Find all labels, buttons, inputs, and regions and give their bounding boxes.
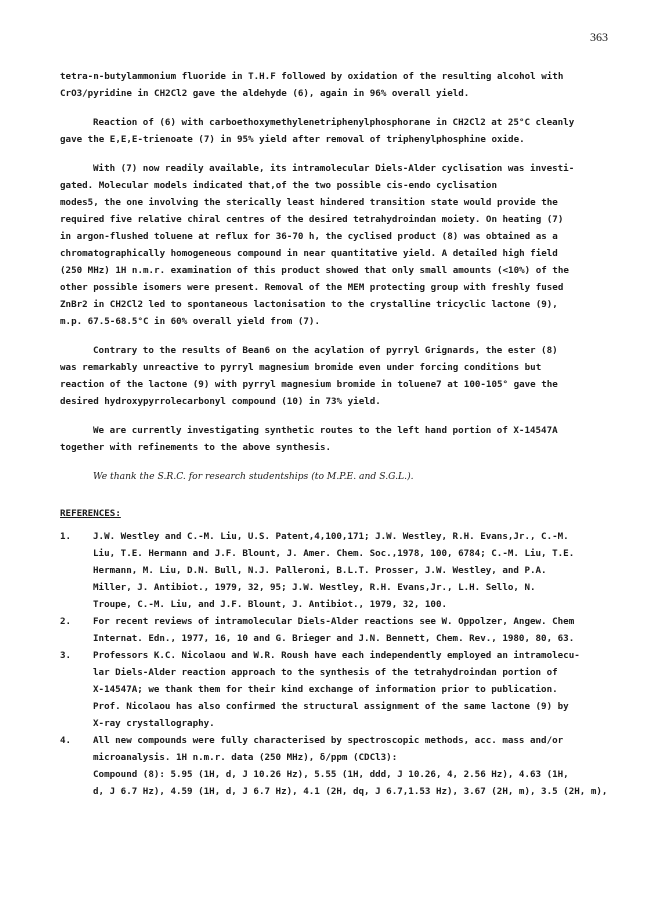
paragraph-1 (60, 68, 616, 102)
text-line: in argon-flushed toluene at reflux for 36-70 h, the cyclised product (8) was obtained as a (60, 231, 558, 242)
text-line: was remarkably unreactive to pyrryl magnesium bromide even under forcing conditions but (60, 362, 542, 373)
text-line: Professors K.C. Nicolaou and W.R. Roush have each independently employed an intramolecu- (93, 650, 580, 661)
text-line: We are currently investigating synthetic routes to the left hand portion of X-14547A (93, 425, 558, 436)
text-line: lar Diels-Alder reaction approach to the synthesis of the tetrahydroindan portion of (93, 667, 558, 678)
paragraph-4 (60, 342, 616, 410)
text-line: microanalysis. 1H n.m.r. data (250 MHz), δ/ppm (CDCl3): (93, 752, 398, 763)
text-line: m.p. 67.5-68.5°C in 60% overall yield from (7). (60, 316, 320, 327)
text-line: Internat. Edn., 1977, 16, 10 and G. Brieger and J.N. Bennett, Chem. Rev., 1980, 80, 63. (93, 633, 575, 644)
text-line: chromatographically homogeneous compound in near quantitative yield. A detailed high field (60, 248, 558, 259)
acknowledgement: We thank the S.R.C. for research studentships (to M.P.E. and S.G.L.). (93, 471, 414, 482)
text-line: required five relative chiral centres of the desired tetrahydroindan moiety. On heating (7) (60, 214, 564, 225)
text-line: Liu, T.E. Hermann and J.F. Blount, J. Amer. Chem. Soc.,1978, 100, 6784; C.-M. Liu, T.E. (93, 548, 575, 559)
text-line: reaction of the lactone (9) with pyrryl magnesium bromide in toluene7 at 100-105° gave the (60, 379, 558, 390)
text-line: d, J 6.7 Hz), 4.59 (1H, d, J 6.7 Hz), 4.1 (2H, dq, J 6.7,1.53 Hz), 3.67 (2H, m), 3.5 (2H, m), (93, 786, 608, 797)
text-line: Troupe, C.-M. Liu, and J.F. Blount, J. Antibiot., 1979, 32, 100. (93, 599, 448, 610)
text-line: gave the E,E,E-trienoate (7) in 95% yield after removal of triphenylphosphine oxide. (60, 134, 525, 145)
text-line: modes5, the one involving the sterically least hindered transition state would provide the (60, 197, 558, 208)
text-line: ZnBr2 in CH2Cl2 led to spontaneous lactonisation to the crystalline tricyclic lactone (9), (60, 299, 558, 310)
page-number: 363 (590, 30, 608, 44)
text-line: X-14547A; we thank them for their kind exchange of information prior to publication. (93, 684, 558, 695)
text-line: desired hydroxypyrrolecarbonyl compound (10) in 73% yield. (60, 396, 381, 407)
text-line: Contrary to the results of Bean6 on the acylation of pyrryl Grignards, the ester (8) (93, 345, 558, 356)
reference-number: 2. (60, 616, 72, 627)
text-line: other possible isomers were present. Removal of the MEM protecting group with freshly fused (60, 282, 564, 293)
text-line: Miller, J. Antibiot., 1979, 32, 95; J.W. Westley, R.H. Evans,Jr., L.H. Sello, N. (93, 582, 536, 593)
reference-item (60, 732, 616, 800)
reference-item (60, 528, 616, 613)
text-line: For recent reviews of intramolecular Diels-Alder reactions see W. Oppolzer, Angew. Chem (93, 616, 575, 627)
text-line: J.W. Westley and C.-M. Liu, U.S. Patent,4,100,171; J.W. Westley, R.H. Evans,Jr., C.-M. (93, 531, 569, 542)
reference-number: 4. (60, 735, 72, 746)
text-line: tetra-n-butylammonium fluoride in T.H.F followed by oxidation of the resulting alcohol with (60, 71, 564, 82)
text-line: Reaction of (6) with carboethoxymethylenetriphenylphosphorane in CH2Cl2 at 25°C cleanly (93, 117, 575, 128)
text-line: gated. Molecular models indicated that,of the two possible cis-endo cyclisation (60, 180, 497, 191)
body-text (60, 68, 616, 800)
text-line: Hermann, M. Liu, D.N. Bull, N.J. Palleroni, B.L.T. Prosser, J.W. Westley, and P.A. (93, 565, 547, 576)
reference-item (60, 647, 616, 732)
text-line: X-ray crystallography. (93, 718, 215, 729)
paragraph-2 (60, 114, 616, 148)
text-line: Compound (8): 5.95 (1H, d, J 10.26 Hz), 5.55 (1H, ddd, J 10.26, 4, 2.56 Hz), 4.63 (1H, (93, 769, 569, 780)
reference-number: 1. (60, 531, 72, 542)
text-line: CrO3/pyridine in CH2Cl2 gave the aldehyde (6), again in 96% overall yield. (60, 88, 470, 99)
text-line: together with refinements to the above synthesis. (60, 442, 332, 453)
text-line: With (7) now readily available, its intramolecular Diels-Alder cyclisation was investi- (93, 163, 575, 174)
paragraph-5 (60, 422, 616, 456)
text-line: (250 MHz) 1H n.m.r. examination of this product showed that only small amounts (<10%) of the (60, 265, 569, 276)
references-heading: REFERENCES: (60, 508, 121, 519)
paragraph-3 (60, 160, 616, 330)
text-line: All new compounds were fully characterised by spectroscopic methods, acc. mass and/or (93, 735, 564, 746)
reference-item (60, 613, 616, 647)
text-line: Prof. Nicolaou has also confirmed the structural assignment of the same lactone (9) by (93, 701, 569, 712)
reference-number: 3. (60, 650, 72, 661)
